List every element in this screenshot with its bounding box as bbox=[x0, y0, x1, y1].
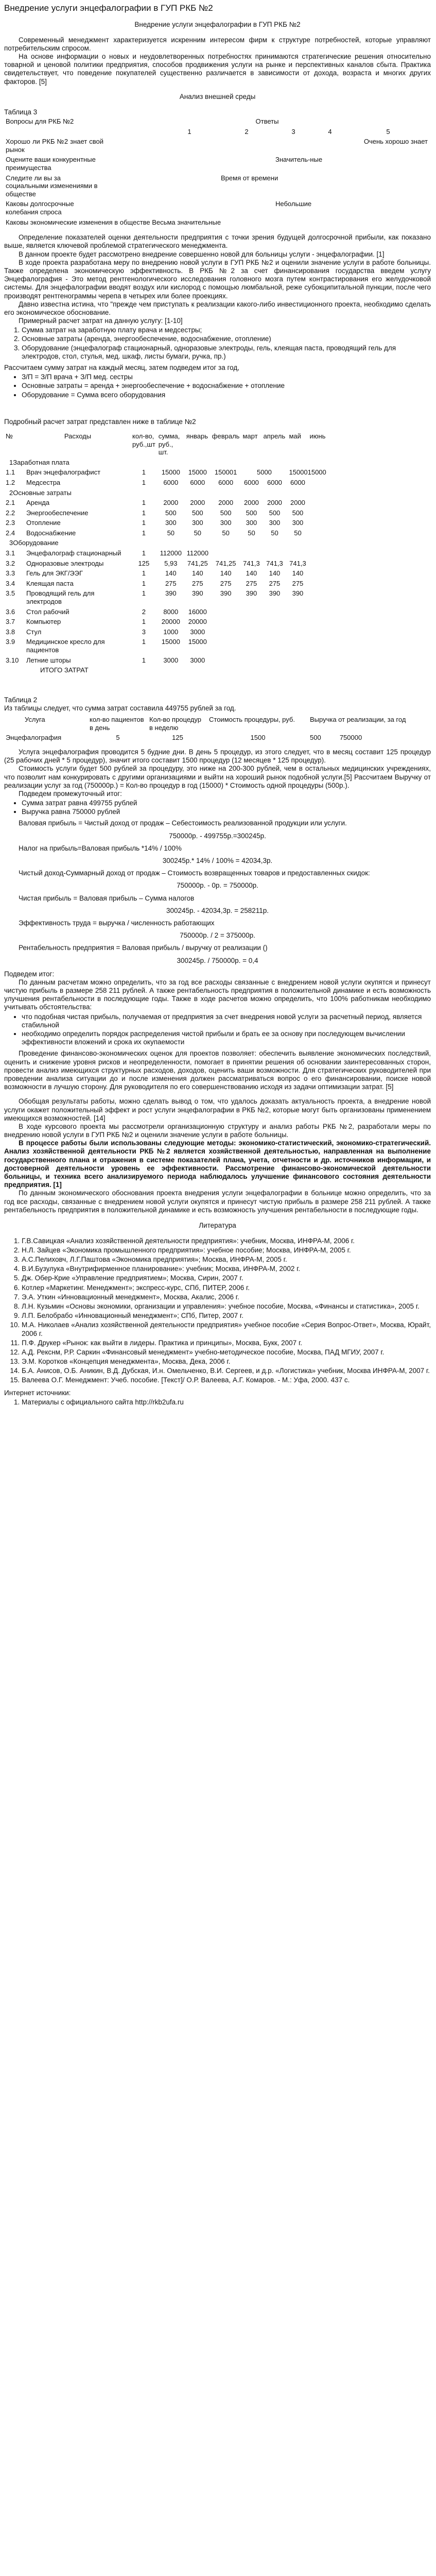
row-amount: 1 bbox=[142, 478, 146, 486]
list-item: • Оборудование = Сумма всего оборудования bbox=[22, 391, 431, 399]
formula-result: 300245р.* 14% / 100% = 42034,3р. bbox=[162, 857, 273, 865]
row-name: Компьютер bbox=[26, 618, 61, 626]
row-number: 1.2 bbox=[6, 478, 15, 486]
formula-line: Чистая прибыль = Валовая прибыль – Сумма налогов bbox=[19, 894, 195, 902]
list-item: • Сумма затрат равна 499755 рублей bbox=[22, 799, 431, 807]
table-cell: Оцените ваши конкурентные преимущества bbox=[6, 156, 96, 172]
scale-value: 2 bbox=[245, 127, 249, 135]
paragraph: Подробный расчет затрат представлен ниже в таблице №2 bbox=[4, 417, 196, 426]
table-row bbox=[4, 467, 429, 478]
table-header-cell: январь bbox=[186, 432, 208, 440]
row-amount: 1 bbox=[142, 579, 146, 587]
bold-paragraph: В процессе работы были использованы следующие методы: экономико-статистический, экономико-стратегический. Анализ хозяйственной деятельности РКБ №2 является хозяйственной деятельностью, направленная на выполнение государственного плана и отражения в системе показателей плана, учета, отчетности и др. источников информации, и достоверной деятельности уровень ее эффективности. Рассмотрение финансово-экономической деятельности больницы, и техника всего анализируемого периода наблюдалось улучшение финансового состояния деятельности предприятия. [1] bbox=[4, 1139, 431, 1189]
paragraph: Подведем промежуточный итог: bbox=[19, 789, 122, 798]
row-month: 20000 bbox=[188, 618, 207, 626]
row-amount: 3 bbox=[142, 628, 146, 636]
reference-item: 10. М.А. Николаев «Анализ хозяйственной деятельности предприятия» учебное пособие «Серия Вопрос-Ответ», Москва, Юрайт, 2006 г. bbox=[22, 1321, 431, 1337]
row-month: 500 bbox=[191, 509, 203, 517]
row-name: Летние шторы bbox=[26, 656, 71, 664]
row-sum: 2000 bbox=[163, 499, 179, 507]
row-number: 3.6 bbox=[6, 607, 15, 616]
table-row bbox=[4, 579, 429, 589]
reference-item: 3. А.С.Пелиховч, Л.Г.Паштова «Экономика предприятия»; Москва, ИНФРА-М, 2005 г. bbox=[22, 1256, 431, 1264]
table-cell: 5 bbox=[116, 734, 120, 742]
reference-item: 6. Котлер «Маркетинг. Менеджмент»; экспресс-курс, СПб, ПИТЕР, 2006 г. bbox=[22, 1284, 431, 1292]
row-month: 275 bbox=[191, 579, 203, 587]
row-name: Медицинское кресло для пациентов bbox=[26, 638, 105, 654]
table-row bbox=[4, 558, 429, 569]
row-month: 50 bbox=[248, 529, 255, 537]
row-month: 150001 bbox=[214, 468, 237, 477]
table-row bbox=[4, 498, 429, 508]
row-amount: 125 bbox=[138, 559, 150, 567]
formula-result: 750000р. / 2 = 375000р. bbox=[180, 931, 255, 940]
table-row bbox=[4, 518, 429, 528]
document-title: Внедрение услуги энцефалографии в ГУП РКБ №2 bbox=[4, 3, 213, 13]
paragraph: По данным расчетам можно определить, что за год все расходы связанные с внедрением новой услуги окупятся и принесут чистую прибыль в размере 258 211 рублей. А также рентабельность предприятия в положительной динамике и есть возможность улучшения рентабельности в последующие годы. Также в ходе расчетов можно определить, что 100% работникам необходимо учитывать обстоятельства: bbox=[4, 978, 431, 1011]
row-name: Энцефалограф стационарный bbox=[26, 549, 121, 557]
internet-source-link[interactable]: 1. Материалы с официального сайта http://rkb2ufa.ru bbox=[22, 1398, 431, 1406]
row-number: 2.2 bbox=[6, 509, 15, 517]
row-month: 2000 bbox=[218, 499, 234, 507]
table-label: Таблица 3 bbox=[4, 108, 38, 116]
row-number: 3.1 bbox=[6, 549, 15, 557]
paragraph: В ходе проекта разработана меру по внедрению новой услуги в ГУП РКБ №2 и оценили значение услуги в работе больницы. Также определена экономическую эффективность. В РКБ №2 за счет финансирования государства введем услугу Энцефалография - Это метод рентгенологического исследования головного мозга путем контрастирования его желудочковой системы. Для энцефалографии вводят воздух или кислород с помощью люмбальной, реже субокципитальной пункции, после чего производят рентгенограммы черепа в четырех или более проекциях. bbox=[4, 258, 431, 300]
table-header-cell: Расходы bbox=[64, 432, 92, 440]
row-month: 300 bbox=[292, 519, 304, 527]
row-number: 1.1 bbox=[6, 468, 15, 477]
row-month: 50 bbox=[271, 529, 278, 537]
reference-item: 1. Г.В.Савицкая «Анализ хозяйственной деятельности предприятия»: учебник, Москва, ИНФРА-М, 2006 г. bbox=[22, 1237, 431, 1245]
row-amount: 1 bbox=[142, 529, 146, 537]
table-section-heading: 3Оборудование bbox=[9, 539, 59, 547]
reference-item: 14. Б.А. Анисов, О.Б. Аникин, В.Д. Дубская, И.н. Омельченко, В.И. Сергеев, и д.р. «Логистика» учебник, Москва ИНФРА-М, 2007 г. bbox=[22, 1367, 431, 1375]
table-row bbox=[4, 627, 429, 637]
internet-sources-list bbox=[4, 1398, 431, 1406]
table-total: ИТОГО ЗАТРАТ bbox=[40, 666, 89, 674]
list-item: • З/П = З/П врача + З/П мед. сестры bbox=[22, 373, 431, 381]
row-sum: 112000 bbox=[160, 549, 182, 557]
table-label: Таблица 2 bbox=[4, 696, 38, 704]
row-month: 50 bbox=[294, 529, 302, 537]
table-cell: Следите ли вы за социальными изменениями в обществе bbox=[6, 174, 98, 198]
table-cell: Каковы долгосрочные колебания спроса bbox=[6, 200, 74, 216]
row-month: 275 bbox=[220, 579, 232, 587]
table-header-cell: апрель bbox=[263, 432, 286, 440]
row-month: 500 bbox=[246, 509, 257, 517]
scale-value: 4 bbox=[328, 127, 332, 135]
cost-table bbox=[4, 431, 429, 675]
table-cell: Небольшие bbox=[275, 200, 312, 208]
formula-result: 750000р. - 499755р.=300245р. bbox=[169, 832, 266, 840]
paragraph: Услуга энцефалография проводится 5 будние дни. В день 5 процедур, из этого следует, что в месяц составит 125 процедур (25 рабочих дней * 5 процедур), значит итого составит 1500 процедур (12 месяцев * 125 процедур). bbox=[4, 748, 431, 765]
row-name: Отопление bbox=[26, 519, 61, 527]
table-row bbox=[4, 617, 429, 627]
row-name: Проводящий гель для электродов bbox=[26, 589, 95, 606]
table-cell: 125 bbox=[172, 734, 183, 742]
row-month: 500 bbox=[292, 509, 304, 517]
row-sum: 50 bbox=[167, 529, 175, 537]
row-sum: 20000 bbox=[161, 618, 180, 626]
table-row bbox=[4, 588, 429, 606]
table-header-cell: Выручка от реализации, за год bbox=[310, 716, 406, 724]
paragraph: В ходе курсового проекта мы рассмотрели организационную структуру и анализ работы РКБ №2, разработали меры по внедрению новой услуги в ГУП РКБ №2 и оценили значение услуги в работе больницы. bbox=[4, 1122, 431, 1139]
row-number: 3.3 bbox=[6, 569, 15, 578]
row-month: 741,3 bbox=[243, 559, 260, 567]
row-month: 6000 bbox=[218, 478, 234, 486]
row-number: 3.10 bbox=[6, 656, 19, 664]
table-cell-text: Весьма значительные bbox=[152, 218, 221, 226]
conclusion-label: Подведем итог: bbox=[4, 970, 55, 978]
table-cell-value: 1500 bbox=[250, 734, 266, 742]
scale-value: 3 bbox=[291, 127, 295, 135]
row-month: 16000 bbox=[188, 607, 207, 616]
row-name: Стул bbox=[26, 628, 42, 636]
row-name: Аренда bbox=[26, 499, 50, 507]
table-cell: Энцефалография bbox=[6, 734, 62, 742]
table-row bbox=[4, 655, 429, 666]
table-header-cell: май bbox=[289, 432, 301, 440]
reference-item: 8. Л.Н. Кузьмин «Основы экономики, организации и управления»: учебное пособие, Москва, «Финансы и статистика», 2005 г. bbox=[22, 1302, 431, 1311]
row-amount: 2 bbox=[142, 607, 146, 616]
revenue-table bbox=[4, 715, 429, 743]
row-name: Врач энцефалографист bbox=[26, 468, 101, 477]
table-row bbox=[4, 528, 429, 538]
formula-line: Валовая прибыль = Чистый доход от продаж – Себестоимость реализованной продукции или услуги. bbox=[19, 819, 347, 827]
row-number: 3.9 bbox=[6, 638, 15, 646]
row-sum: 15000 bbox=[161, 468, 180, 477]
formula-line: Рентабельность предприятия = Валовая прибыль / выручку от реализации () bbox=[19, 944, 268, 952]
reference-item: 13. Э.М. Коротков «Концепция менеджмента», Москва, Дека, 2006 г. bbox=[22, 1358, 431, 1366]
row-amount: 1 bbox=[142, 618, 146, 626]
table-row bbox=[4, 607, 429, 617]
list-item: 2. Основные затраты (аренда, энергообеспечение, водоснабжение, отопление) bbox=[22, 335, 431, 343]
row-month: 300 bbox=[220, 519, 232, 527]
row-month: 300 bbox=[269, 519, 281, 527]
row-month: 1500015000 bbox=[289, 468, 326, 477]
row-month: 275 bbox=[246, 579, 257, 587]
table-header-cell: февраль bbox=[212, 432, 240, 440]
row-number: 2.1 bbox=[6, 499, 15, 507]
row-amount: 1 bbox=[142, 468, 146, 477]
row-month: 15000 bbox=[188, 468, 207, 477]
row-sum: 140 bbox=[165, 569, 177, 578]
row-number: 2.3 bbox=[6, 519, 15, 527]
row-month: 390 bbox=[191, 589, 203, 598]
table-header-cell: Вопросы для РКБ №2 bbox=[6, 117, 74, 126]
row-month: 140 bbox=[269, 569, 281, 578]
list-item: • необходимо определить порядок распределения чистой прибыли и брать ее за основу при последующем вычислении эффективности вложений и срока их окупаемости bbox=[22, 1030, 431, 1046]
row-number: 3.4 bbox=[6, 579, 15, 587]
row-month: 5000 bbox=[256, 468, 272, 477]
table-header-cell: кол-во пациентов в день bbox=[90, 716, 144, 732]
formula-result: 750000р. - 0р. = 750000р. bbox=[177, 882, 258, 890]
reference-item: 5. Дж. Обер-Крие «Управление предприятием»; Москва, Сирин, 2007 г. bbox=[22, 1274, 431, 1282]
table-cell: Хорошо ли РКБ №2 знает свой рынок bbox=[6, 138, 103, 154]
table-cell: Значитель-ные bbox=[275, 156, 323, 164]
row-name: Медсестра bbox=[26, 478, 61, 486]
row-name: Клеящая паста bbox=[26, 579, 74, 587]
references-heading: Литература bbox=[199, 1221, 236, 1229]
reference-item: 15. Валеева О.Г. Менеджмент: Учеб. пособие. [Текст]/ О.Р. Валеева, А.Г. Комаров. - М.: Уфа, 2000. 437 с. bbox=[22, 1376, 431, 1384]
row-name: Гель для ЭКГ/ЭЭГ bbox=[26, 569, 83, 578]
row-month: 2000 bbox=[267, 499, 282, 507]
paragraph: Примерный расчет затрат на данную услугу: [1-10] bbox=[19, 317, 183, 325]
row-month: 140 bbox=[246, 569, 257, 578]
row-month: 140 bbox=[191, 569, 203, 578]
scale-value: 5 bbox=[386, 127, 390, 135]
row-name: Водоснабжение bbox=[26, 529, 76, 537]
row-amount: 1 bbox=[142, 499, 146, 507]
row-month: 741,3 bbox=[289, 559, 306, 567]
table-cell-text: Каковы экономические изменения в обществе bbox=[6, 218, 150, 226]
row-month: 500 bbox=[220, 509, 232, 517]
table-cell: Очень хорошо знает bbox=[363, 138, 428, 146]
row-month: 300 bbox=[246, 519, 257, 527]
document-subtitle: Внедрение услуги энцефалографии в ГУП РКБ №2 bbox=[134, 20, 301, 28]
reference-item: 12. А.Д. Рекснм, Р.Р. Саркин «Финансовый менеджмент» учебно-методическое пособие, Москва, ПАД МГИУ, 2007 г. bbox=[22, 1348, 431, 1357]
list-item: 1. Сумма затрат на заработную плату врача и медсестры; bbox=[22, 326, 431, 334]
row-month: 112000 bbox=[186, 549, 208, 557]
table-cell-value: 750000 bbox=[339, 734, 362, 742]
row-sum: 275 bbox=[165, 579, 177, 587]
row-month: 3000 bbox=[190, 656, 205, 664]
circumstances-list bbox=[4, 1013, 431, 1047]
row-month: 2000 bbox=[190, 499, 205, 507]
interim-list bbox=[4, 799, 431, 816]
paragraph: Из таблицы следует, что сумма затрат составила 449755 рублей за год. bbox=[4, 704, 236, 712]
row-amount: 1 bbox=[142, 656, 146, 664]
row-month: 741,3 bbox=[266, 559, 283, 567]
table-section-heading: 1Заработная плата bbox=[9, 458, 69, 466]
row-amount: 1 bbox=[142, 509, 146, 517]
list-item: 3. Оборудование (энцефалограф стационарный, одноразовые электроды, гель, клеящая паста, проводящий гель для электродов, стол, стулья, мед. шкаф, листы бумаги, ручка, пр.) bbox=[22, 344, 431, 361]
paragraph: В данном проекте будет рассмотрено внедрение совершенно новой для больницы услуги - энцефалографии. [1] bbox=[19, 250, 385, 258]
table-cell bbox=[308, 733, 429, 743]
table-row bbox=[4, 508, 429, 518]
reference-item: 9. Л.П. Белобрабо «Инновационный менеджмент»; СПб, Питер, 2007 г. bbox=[22, 1312, 431, 1320]
row-name: Одноразовые электроды bbox=[26, 559, 104, 567]
row-month: 2000 bbox=[290, 499, 305, 507]
row-amount: 1 bbox=[142, 519, 146, 527]
table-cell-value: 500 bbox=[310, 734, 321, 742]
row-month: 6000 bbox=[290, 478, 305, 486]
list-item: • Основные затраты = аренда + энергообеспечение + водоснабжение + отопление bbox=[22, 382, 431, 390]
formula-result: 300245р. / 750000р. = 0,4 bbox=[177, 956, 258, 964]
table-header-cell: Стоимость процедуры, руб. bbox=[209, 716, 295, 724]
row-month: 390 bbox=[269, 589, 281, 598]
paragraph: Определение показателей оценки деятельности предприятия с точки зрения будущей долгосрочной прибыли, как показано выше, является ключевой проблемой стратегического менеджмента. bbox=[4, 233, 431, 250]
table-row bbox=[4, 733, 429, 743]
row-month: 275 bbox=[269, 579, 281, 587]
row-month: 300 bbox=[191, 519, 203, 527]
paragraph: Обобщая результаты работы, можно сделать вывод о том, что удалось доказать актуальность проекта, а внедрение новой услуги окажет положительный эффект и рост услуги энцефалографии в РКБ №2, которые могут быть организованы применением имеющихся возможностей. [14] bbox=[4, 1097, 431, 1122]
row-number: 3.5 bbox=[6, 589, 15, 598]
row-sum: 8000 bbox=[163, 607, 179, 616]
row-sum: 6000 bbox=[163, 478, 179, 486]
row-month: 275 bbox=[292, 579, 304, 587]
scale-value: 1 bbox=[187, 127, 191, 135]
table-header-cell: кол-во, руб.,шт bbox=[132, 432, 155, 448]
row-month: 140 bbox=[292, 569, 304, 578]
table-row bbox=[4, 548, 429, 558]
paragraph: По данным экономического обоснования проекта внедрения услуги энцефалографии в больнице можно определить, что за год все расходы, связанные с внедрением новой услуги окупятся и принесут чистую прибыль в размере 258 211 рублей. А также рентабельность предприятия в положительной динамике и есть возможность улучшения рентабельности в последующие годы. bbox=[4, 1189, 431, 1214]
section-heading: Анализ внешней среды bbox=[179, 93, 256, 101]
row-sum: 5,93 bbox=[164, 559, 178, 567]
row-number: 2.4 bbox=[6, 529, 15, 537]
reference-item: 11. П.Ф. Друкер «Рынок: как выйти в лидеры. Практика и принципы», Москва, Букк, 2007 г. bbox=[22, 1339, 431, 1347]
paragraph: На основе информации о новых и неудовлетворенных потребностях принимаются стратегические решения относительно товарной и ценовой политики предприятия, способов продвижения услуги на рынке и перспективных каналов сбыта. Практика свидетельствует, что поведение покупателей существенно различается в зависимости от дохода, возраста и многих других факторов. [5] bbox=[4, 52, 431, 86]
row-month: 6000 bbox=[267, 478, 282, 486]
table-header-cell: март bbox=[242, 432, 258, 440]
row-amount: 1 bbox=[142, 569, 146, 578]
reference-item: 2. Н.Л. Зайцев «Экономика промышленного предприятия»: учебное пособие; Москва, ИНФРА-М, 2005 г. bbox=[22, 1246, 431, 1255]
row-month: 50 bbox=[222, 529, 230, 537]
row-name: Стол рабочий bbox=[26, 607, 69, 616]
table-row bbox=[4, 478, 429, 488]
references-list bbox=[4, 1237, 431, 1385]
row-month: 390 bbox=[220, 589, 232, 598]
paragraph: Давно известна истина, что "прежде чем приступать к реализации какого-либо инвестиционного проекта, необходимо сделать его экономическое обоснование. bbox=[4, 300, 431, 316]
row-month: 741,25 bbox=[215, 559, 236, 567]
paragraph: Рассчитаем сумму затрат на каждый месяц, затем подведем итог за год, bbox=[4, 364, 239, 372]
formula-result: 300245р. - 42034,3р. = 258211р. bbox=[166, 906, 269, 914]
table-cell: Время от времени bbox=[221, 174, 278, 182]
list-item: • Выручка равна 750000 рублей bbox=[22, 808, 431, 816]
reference-item: 4. В.И.Бузулука «Внутрифирменное планирование»: учебник; Москва, ИНФРА-М, 2002 г. bbox=[22, 1265, 431, 1273]
row-number: 3.8 bbox=[6, 628, 15, 636]
row-month: 140 bbox=[220, 569, 232, 578]
row-month: 15000 bbox=[188, 638, 207, 646]
table-row bbox=[4, 568, 429, 579]
table-header-cell: № bbox=[6, 432, 13, 440]
row-sum: 3000 bbox=[163, 656, 179, 664]
paragraph: Проведение финансово-экономических оценок для проектов позволяет: обеспечить выявление экономических последствий, оценить и снижение уровня рисков и неопределенности, помогает в принятии решения об основании заинтересованных сторон, провести анализ имеющихся структурных расходов, доходов, оценить ваши возможности. Для стратегических руководителей при проведении анализа ситуации до и после изменения должен рассматриваться вопрос о его финансировании, поиске новой возможности в лучшую сторону. Для руководителя по его совершенствованию исходя из задачи оптимизации затрат. [5] bbox=[4, 1049, 431, 1091]
reference-item: 7. Э.А. Уткин «Инновационный менеджмент», Москва, Акалис, 2006 г. bbox=[22, 1293, 431, 1301]
row-month: 50 bbox=[194, 529, 202, 537]
external-analysis-table bbox=[4, 116, 429, 227]
row-month: 6000 bbox=[190, 478, 205, 486]
table-header-cell: июнь bbox=[309, 432, 326, 440]
formula-line: Эффективность труда = выручка / численность работающих bbox=[19, 919, 215, 927]
table-header-cell: Кол-во процедур в неделю bbox=[149, 716, 201, 732]
table-header-cell: сумма, руб., шт. bbox=[158, 432, 180, 456]
row-month: 390 bbox=[246, 589, 257, 598]
row-amount: 1 bbox=[142, 638, 146, 646]
paragraph: Современный менеджмент характеризуется искренним интересом фирм к структуре потребностей, которые управляют потребительским спросом. bbox=[4, 36, 431, 52]
table-header-cell: Услуга bbox=[25, 716, 45, 724]
monthly-list bbox=[4, 373, 431, 399]
paragraph: Стоимость услуги будет 500 рублей за процедуру, это ниже на 200-300 рублей, чем в остальных медицинских учреждениях, что позволит нам конкурировать с другими организациями и выйти на хороший рынок подобной услуги.[5] Рассчитаем Выручку от реализации услуг за год (750000р.) = Кол-во процедур в год (15000) * Стоимость одной процедуры (500р.). bbox=[4, 765, 431, 789]
table-row bbox=[4, 637, 429, 655]
table-cell bbox=[207, 733, 308, 743]
row-amount: 1 bbox=[142, 549, 146, 557]
table-section-heading: 2Основные затраты bbox=[9, 488, 72, 497]
row-month: 390 bbox=[292, 589, 304, 598]
row-amount: 1 bbox=[142, 589, 146, 598]
row-sum: 390 bbox=[165, 589, 177, 598]
row-month: 500 bbox=[269, 509, 281, 517]
row-sum: 15000 bbox=[161, 638, 180, 646]
row-month: 6000 bbox=[243, 478, 259, 486]
list-item: • что подобная чистая прибыль, получаемая от предприятия за счет внедрения новой услуги за расчетный период, является стабильной bbox=[22, 1013, 431, 1029]
row-sum: 500 bbox=[165, 509, 177, 517]
row-month: 2000 bbox=[243, 499, 259, 507]
row-number: 3.2 bbox=[6, 559, 15, 567]
formula-line: Чистый доход-Суммарный доход от продаж – Стоимость возвращенных товаров и предоставленных скидок: bbox=[19, 869, 370, 877]
row-number: 3.7 bbox=[6, 618, 15, 626]
row-name: Энергообеспечение bbox=[26, 509, 89, 517]
table-header-cell: Ответы bbox=[255, 117, 279, 126]
formula-line: Налог на прибыль=Валовая прибыль *14% / 100% bbox=[19, 844, 182, 852]
row-sum: 300 bbox=[165, 519, 177, 527]
row-month: 741,25 bbox=[187, 559, 208, 567]
cost-list bbox=[4, 326, 431, 361]
row-month: 3000 bbox=[190, 628, 205, 636]
row-sum: 1000 bbox=[163, 628, 179, 636]
internet-heading: Интернет источники: bbox=[4, 1388, 71, 1397]
table-cell bbox=[4, 217, 429, 228]
